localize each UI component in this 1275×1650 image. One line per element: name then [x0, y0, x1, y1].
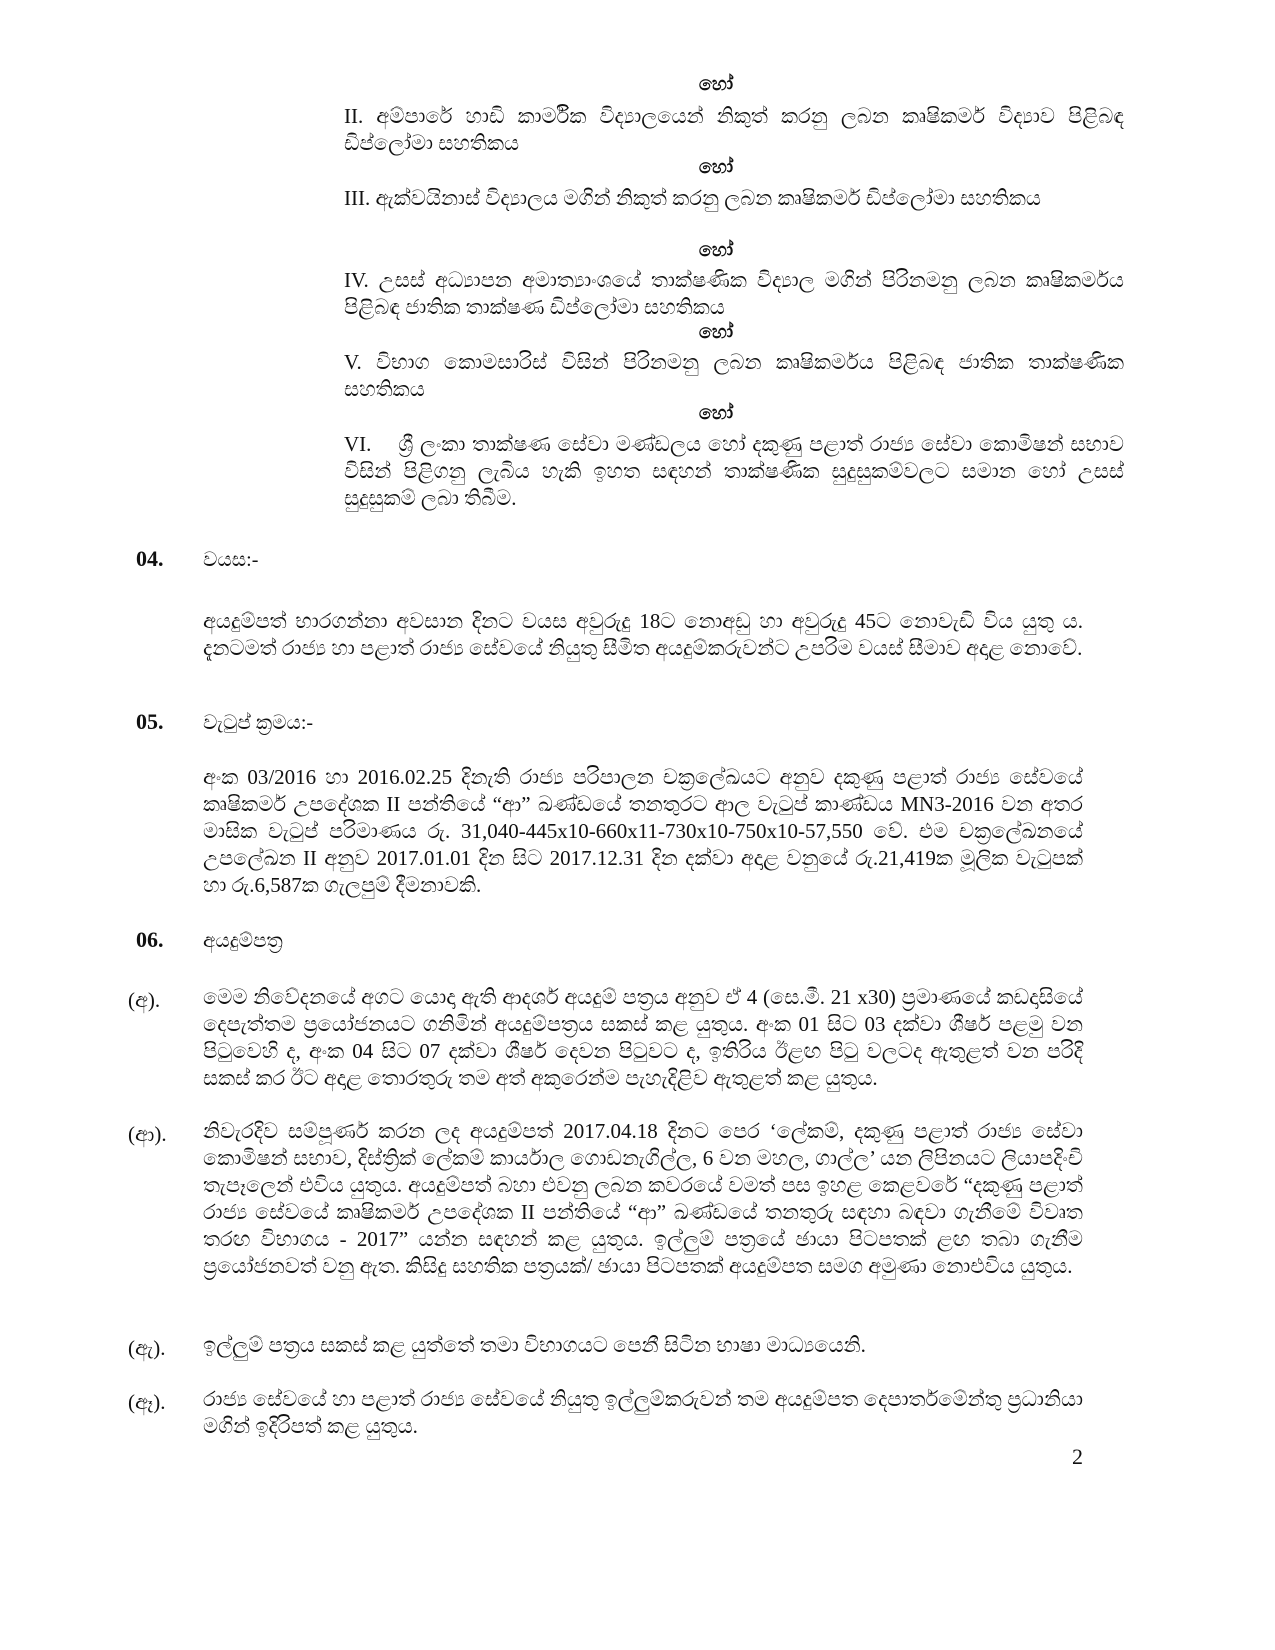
- qualification-item: III. ඇක්වයිනාස් විද්‍යාලය මගින් නිකුත් කරනු ලබන කෘෂිකර්ම ඩිප්ලෝමා සහතිකය: [344, 186, 1041, 210]
- qualification-item: VI. ශ්‍රී ලංකා තාක්ෂණ සේවා මණ්ඩලය හෝ දකුණු පළාත් රාජ්‍ය සේවා කොමිෂන් සභාව විසින් පිළිගනු ලැබිය හැකි ඉහත සඳහන් තාක්ෂණික සුදුසුකම්වලට සමාන හෝ උසස් සුදුසුකම් ලබා තිබීම.: [344, 432, 1130, 510]
- item-text: මෙම නිවේදනයේ අගට යොදා ඇති ආදර්ශ අයදුම් පත්‍රය අනුව ඒ 4 (සෙ.මී. 21 x30) ප්‍රමාණයේ කඩදාසියේ දෙපැත්තම ප්‍රයෝජනයට ගනිමින් අයදුම්පත්‍රය සකස් කළ යුතුය. අංක 01 සිට 03 දක්වා ශීර්ෂ පළමු වන පිටුවෙහි ද, අංක 04 සිට 07 දක්වා ශීර්ෂ දෙවන පිටුවට ද, ඉතිරිය ඊළඟ පිටු වලටද ඇතුළත් වන පරිදි සකස් කර ඊට අදාළ තොරතුරු තම අත් අකුරෙන්ම පැහැදිළිව ඇතුළත් කළ යුතුය.: [203, 985, 1083, 1090]
- page-number: 2: [1072, 1444, 1083, 1469]
- section-number: 06.: [136, 927, 164, 952]
- or-separator: හෝ: [698, 240, 734, 261]
- qualification-item: V. විභාග කොමසාරිස් විසින් පිරිනමනු ලබන කෘෂිකර්මය පිළිබඳ ජාතික තාක්ෂණික සහතිකය: [344, 350, 1124, 401]
- section-heading: වයස:-: [203, 549, 259, 571]
- section-heading: අයදුම්පත්‍ර: [203, 930, 283, 952]
- section-number: 04.: [136, 546, 164, 571]
- or-separator: හෝ: [698, 157, 734, 178]
- or-separator: හෝ: [698, 74, 734, 95]
- item-label: (ඈ).: [128, 1390, 166, 1414]
- or-separator: හෝ: [698, 403, 734, 424]
- qualification-item: II. අම්පාරේ හාඩි කාර්මික විද්‍යාලයෙන් නිකුත් කරනු ලබන කෘෂිකර්ම විද්‍යාව පිළිබඳ ඩිප්ලෝමා සහතිකය: [344, 104, 1124, 155]
- section-body: අංක 03/2016 හා 2016.02.25 දිනැති රාජ්‍ය පරිපාලන චක්‍රලේඛයට අනුව දකුණු පළාත් රාජ්‍ය සේවයේ කෘෂිකර්ම උපදේශක II පන්තියේ “ආ” ඛණ්ඩයේ තනතුරට ආල වැටුප් කාණ්ඩය MN3-2016 වන අතර මාසික වැටුප් පරිමාණය රු. 31,040-445x10-660x11-730x10-750x10-57,550 වේ. එම චක්‍රලේඛනයේ උපලේඛන II අනුව 2017.01.01 දින සිට 2017.12.31 දින දක්වා අදාළ වනුයේ රු.21,419ක මූලික වැටුපක් හා රු.6,587ක ගැලපුම් දීමනාවකි.: [203, 765, 1083, 897]
- qualification-item: IV. උසස් අධ්‍යාපන අමාත්‍යාංශයේ තාක්ෂණික විද්‍යාල මගින් පිරිනමනු ලබන කෘෂිකර්මය පිළිබඳ ජාතික තාක්ෂණ ඩිප්ලෝමා සහතිකය: [344, 268, 1124, 319]
- item-label: (අ).: [128, 988, 161, 1012]
- section-body: අයදුම්පත් භාරගන්නා අවසාන දිනට වයස අවුරුදු 18ට නොඅඩු හා අවුරුදු 45ට නොවැඩි විය යුතු ය. දැනටමත් රාජ්‍ය හා පළාත් රාජ්‍ය සේවයේ නියුතු සීමිත අයදුම්කරුවන්ට උපරිම වයස් සීමාව අදාළ නොවේ.: [203, 609, 1083, 660]
- section-heading: වැටුප් ක්‍රමය:-: [203, 712, 314, 734]
- item-text: නිවැරදිව සම්පූර්ණ කරන ලද අයදුම්පත් 2017.04.18 දිනට පෙර ‘ලේකම්, දකුණු පළාත් රාජ්‍ය සේවා කොමිෂන් සභාව, දිස්ත්‍රික් ලේකම් කාර්යාල ගොඩනැගිල්ල, 6 වන මහල, ගාල්ල’ යන ලිපිනයට ලියාපදිංචි තැපෑලෙන් එවිය යුතුය. අයදුම්පත් බහා එවනු ලබන කවරයේ වමත් පස ඉහළ කෙළවරේ “දකුණු පළාත් රාජ්‍ය සේවයේ කෘෂිකර්ම උපදේශක II පන්තියේ “ආ” ඛණ්ඩයේ තනතුරු සඳහා බඳවා ගැනීමේ විවෘත තරඟ විභාගය - 2017” යන්න සඳහන් කළ යුතුය. ඉල්ලුම් පත්‍රයේ ඡායා පිටපතක් ළඟ තබා ගැනීම ප්‍රයෝජනවත් වනු ඇත. කිසිදු සහතික පත්‍රයක්/ ඡායා පිටපතක් අයදුම්පත සමග අමුණා නොඑවිය යුතුය.: [203, 1119, 1083, 1278]
- item-label: (ආ).: [128, 1122, 167, 1146]
- item-text: රාජ්‍ය සේවයේ හා පළාත් රාජ්‍ය සේවයේ නියුතු ඉල්ලුම්කරුවන් තම අයදුම්පත දෙපාර්තමේන්තු ප්‍රධානියා මගින් ඉදිරිපත් කළ යුතුය.: [203, 1387, 1083, 1438]
- item-text: ඉල්ලුම් පත්‍රය සකස් කළ යුත්තේ තමා විභාගයට පෙනී සිටින භාෂා මාධ්‍යයෙනි.: [203, 1333, 866, 1357]
- item-label: (ඇ).: [128, 1336, 166, 1360]
- or-separator: හෝ: [698, 322, 734, 343]
- section-number: 05.: [136, 709, 164, 734]
